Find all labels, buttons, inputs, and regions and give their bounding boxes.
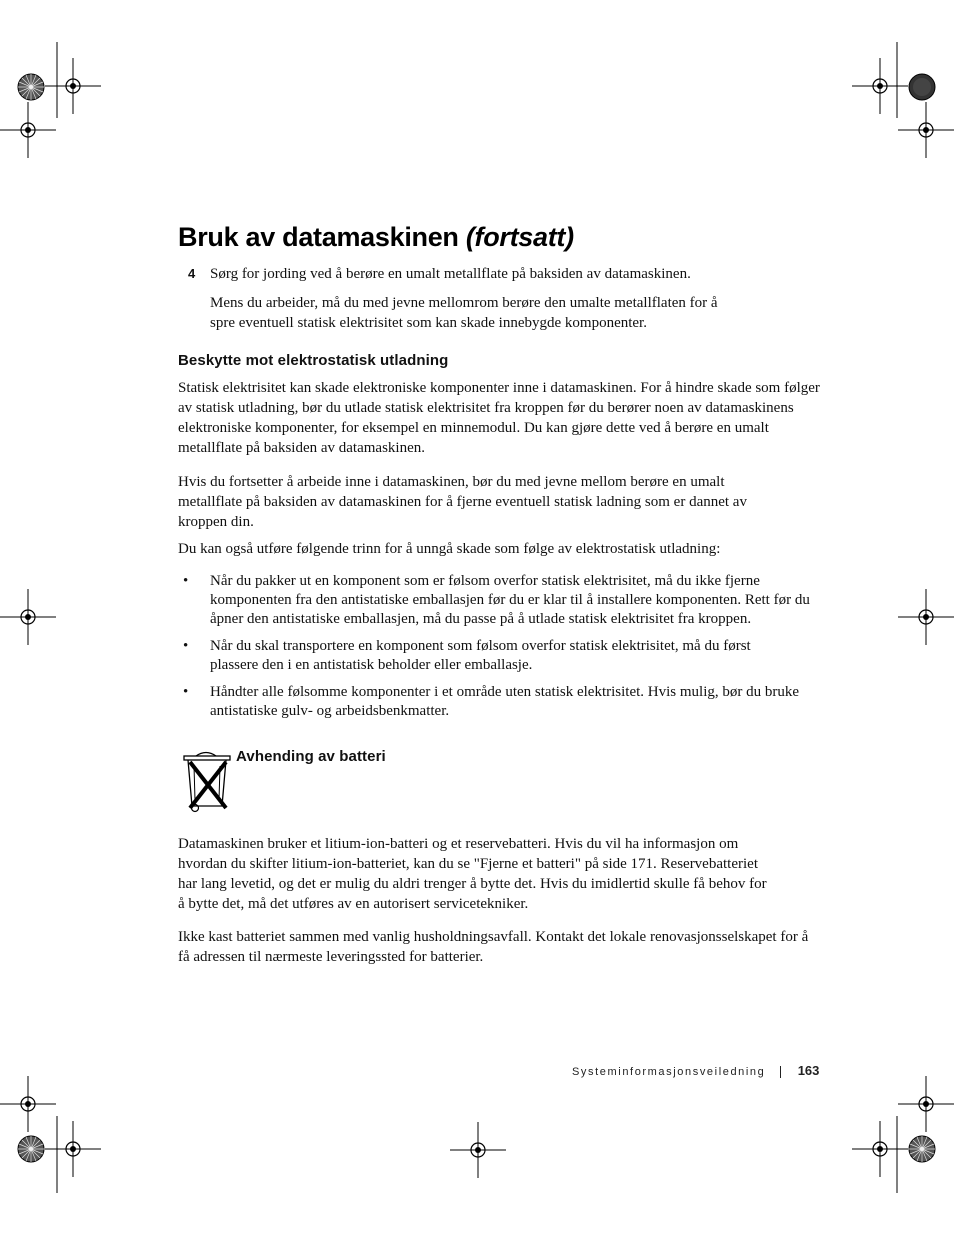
- step-number: 4: [188, 266, 196, 281]
- battery-paragraph-1: Datamaskinen bruker et litium-ion-batteri og et reservebatteri. Hvis du vil ha informasjon om hvordan du skifter litium-ion-batteriet, kan du se "Fjerne et batteri" på side 171. Reservebatteriet har lang levetid, og det er mulig du aldri trenger å bytte det. Hvis du imidlertid skulle få behov for å bytte det, må det utføres av en autorisert servicetekniker.: [178, 836, 767, 912]
- bullet-text: Når du skal transportere en komponent som følsom overfor statisk elektrisitet, må du først plassere den i en antistatisk beholder eller emballasje.: [210, 638, 751, 673]
- footer-divider: [780, 1066, 781, 1078]
- step-note: Mens du arbeider, må du med jevne mellomrom berøre den umalte metallflaten for å spre eventuell statisk elektrisitet som kan skade innebygde komponenter.: [210, 295, 718, 331]
- bullet-icon: •: [183, 638, 189, 654]
- bullet-text: Håndter alle følsomme komponenter i et område uten statisk elektrisitet. Hvis mulig, bør du bruke antistatiske gulv- og arbeidsbenkmatter.: [210, 684, 800, 719]
- page-number: 163: [797, 1063, 820, 1078]
- footer-label: Systeminformasjonsveiledning: [572, 1066, 766, 1078]
- esd-heading: Beskytte mot elektrostatisk utladning: [178, 352, 449, 369]
- page-title: [178, 222, 574, 253]
- list-item: [178, 637, 790, 675]
- esd-paragraph-3: Du kan også utføre følgende trinn for å unngå skade som følge av elektrostatisk utladning:: [178, 541, 721, 557]
- battery-paragraph-2: Ikke kast batteriet sammen med vanlig husholdningsavfall. Kontakt det lokale renovasjonsselskapet for å få adressen til nærmeste leveringssted for batterier.: [178, 929, 809, 965]
- battery-heading: Avhending av batteri: [236, 748, 386, 765]
- page-title-continued: (fortsatt): [465, 222, 574, 252]
- list-item: [178, 683, 850, 721]
- bullet-icon: •: [183, 573, 189, 589]
- bullet-icon: •: [183, 684, 189, 700]
- esd-paragraph-2: Hvis du fortsetter å arbeide inne i datamaskinen, bør du med jevne mellom berøre en umalt metallflate på baksiden av datamaskinen for å fjerne eventuell statisk ladning som er dannet av kroppen din.: [178, 474, 747, 530]
- bullet-text: Når du pakker ut en komponent som er følsom overfor statisk elektrisitet, må du ikke fjerne komponenten fra den antistatiske emballasjen før du er klar til å installere komponenten. Rett før du åpner den antistatiske emballasjen, må du passe på å utlade statisk elektrisitet fra kroppen.: [210, 573, 810, 627]
- esd-paragraph-1: Statisk elektrisitet kan skade elektroniske komponenter inne i datamaskinen. For å hindre skade som følger av statisk utladning, bør du utlade statisk elektrisitet fra kroppen før du berører noen av datamaskinens elektroniske komponenter, for eksempel en minnemodul. Du kan gjøre dette ved å berøre en umalt metallflate på baksiden av datamaskinen.: [178, 380, 820, 456]
- page-title-main: Bruk av datamaskinen: [178, 222, 459, 252]
- page-footer: [572, 1063, 819, 1078]
- list-item: [178, 572, 810, 629]
- esd-bullet-list: [178, 572, 818, 721]
- crossed-out-wheelie-bin-icon: [182, 750, 234, 814]
- step-text: Sørg for jording ved å berøre en umalt metallflate på baksiden av datamaskinen.: [210, 266, 691, 282]
